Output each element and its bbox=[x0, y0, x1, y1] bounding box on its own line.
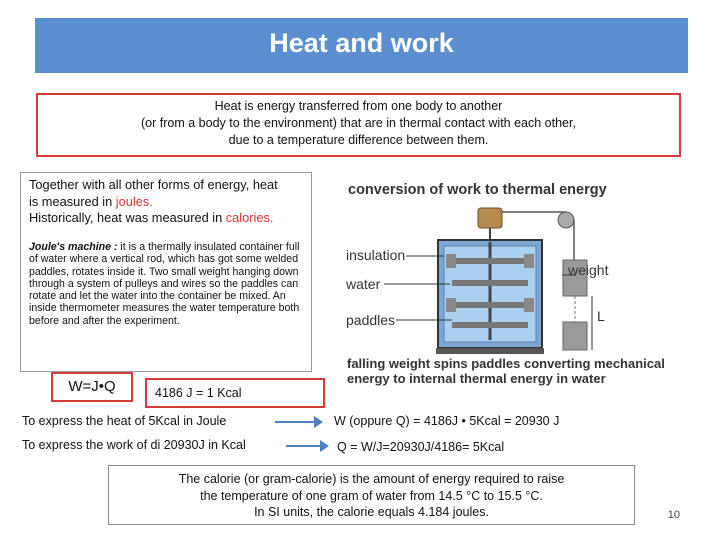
energy-info-box bbox=[20, 172, 312, 372]
energy-line-3-text: Historically, heat was measured in bbox=[29, 210, 226, 225]
paddles-label: paddles bbox=[346, 312, 396, 328]
energy-text bbox=[29, 177, 309, 227]
page-title: Heat and work bbox=[35, 18, 688, 73]
joules-highlight: joules. bbox=[115, 193, 153, 209]
conversion-box: 4186 J = 1 Kcal bbox=[145, 378, 325, 408]
weight-label: weight bbox=[568, 262, 609, 278]
calorie-line-3: In SI units, the calorie equals 4.184 joules. bbox=[254, 505, 489, 519]
joule-apparatus-figure bbox=[340, 180, 685, 390]
express-work-result: Q = W/J=20930J/4186= 5Kcal bbox=[337, 440, 505, 454]
arrow-icon bbox=[275, 421, 315, 423]
energy-line-1: Together with all other forms of energy, heat bbox=[29, 177, 278, 192]
definition-line-3: due to a temperature difference between them. bbox=[228, 133, 489, 147]
joule-machine-body: it is a thermally insulated container full of water where a vertical rod, which has got some welded paddles, rotates inside it. Two small weight hanging down through a system of pulleys and wires so the paddles can rotate and let the water into the container be mixed. An inside thermometer measures the water temperature both before and after the experiment. bbox=[29, 241, 300, 327]
formula-box: W=J•Q bbox=[51, 372, 133, 402]
definition-line-1: Heat is energy transferred from one body to another bbox=[214, 99, 503, 113]
calories-highlight: calories. bbox=[225, 210, 274, 225]
joule-machine-description bbox=[29, 241, 311, 327]
energy-line-2 bbox=[29, 194, 309, 211]
express-heat-result: W (oppure Q) = 4186J • 5Kcal = 20930 J bbox=[334, 414, 560, 428]
figure-caption: falling weight spins paddles converting mechanical energy to internal thermal energy in water bbox=[347, 356, 665, 386]
length-label: L bbox=[597, 308, 605, 324]
calorie-line-1: The calorie (or gram-calorie) is the amount of energy required to raise bbox=[178, 472, 565, 486]
energy-line-3 bbox=[29, 210, 309, 227]
definition-line-2: (or from a body to the environment) that are in thermal contact with each other, bbox=[141, 116, 576, 130]
express-heat-label: To express the heat of 5Kcal in Joule bbox=[22, 414, 227, 428]
joule-machine-heading: Joule's machine : bbox=[29, 241, 118, 253]
heat-definition-box bbox=[36, 93, 681, 157]
insulation-label: insulation bbox=[346, 247, 406, 263]
energy-line-2-text: is measured in bbox=[29, 193, 116, 209]
express-work-label: To express the work of di 20930J in Kcal bbox=[22, 438, 246, 452]
arrow-icon bbox=[286, 445, 321, 447]
page-number: 10 bbox=[667, 509, 680, 521]
lower-weight-icon bbox=[563, 322, 587, 350]
calorie-line-2: the temperature of one gram of water from 14.5 °C to 15.5 °C. bbox=[200, 488, 543, 503]
figure-title: conversion of work to thermal energy bbox=[348, 182, 607, 198]
water-label: water bbox=[346, 276, 381, 292]
calorie-definition-box bbox=[108, 465, 635, 525]
